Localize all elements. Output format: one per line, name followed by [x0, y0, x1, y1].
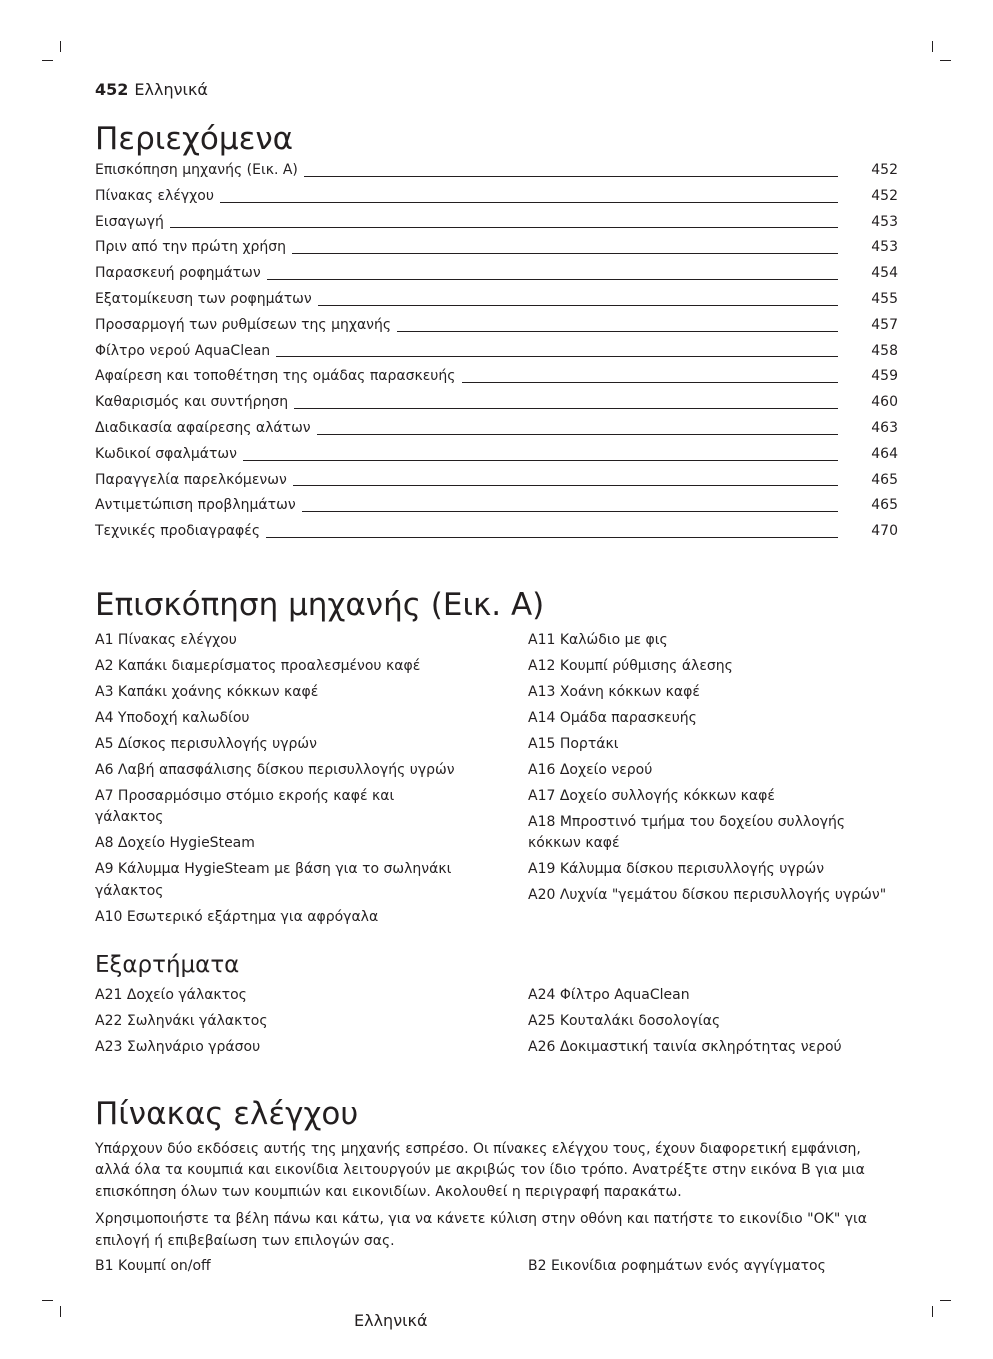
- list-item: A12 Κουμπί ρύθμισης άλεσης: [528, 657, 733, 674]
- list-item: A11 Καλώδιο με φις: [528, 631, 668, 648]
- control-panel-items: [95, 1256, 898, 1282]
- control-panel-paragraph-2: Χρησιμοποιήστε τα βέλη πάνω και κάτω, για να κάνετε κύλιση στην οθόνη και πατήστε το εικονίδιο "OK" για επιλογή ή επιβεβαίωση των επιλογών σας.: [95, 1211, 867, 1249]
- toc-leader-line: [266, 536, 838, 538]
- toc-entry-title: Τεχνικές προδιαγραφές: [95, 523, 261, 540]
- page-footer: Ελληνικά: [354, 1311, 428, 1330]
- crop-mark: [940, 60, 951, 61]
- accessories-right-column: [528, 985, 898, 1063]
- list-item: A15 Πορτάκι: [528, 735, 619, 752]
- toc-entry-page: 463: [871, 419, 898, 436]
- list-item: A2 Καπάκι διαμερίσματος προαλεσμένου καφέ: [95, 657, 421, 674]
- list-item: A6 Λαβή απασφάλισης δίσκου περισυλλογής υγρών: [95, 761, 455, 778]
- toc-leader-line: [462, 381, 839, 383]
- toc-entry[interactable]: [95, 471, 898, 497]
- toc-entry[interactable]: [95, 238, 898, 264]
- toc-entry[interactable]: [95, 161, 898, 187]
- toc-entry-title: Προσαρμογή των ρυθμίσεων της μηχανής: [95, 316, 392, 333]
- toc-entry-page: 452: [871, 187, 898, 204]
- toc-entry-page: 454: [871, 265, 898, 282]
- overview-parts-list: [95, 630, 898, 933]
- list-item: A17 Δοχείο συλλογής κόκκων καφέ: [528, 787, 775, 804]
- crop-mark: [42, 60, 53, 61]
- toc-entry-title: Επισκόπηση μηχανής (Εικ. A): [95, 162, 298, 178]
- crop-mark: [60, 1306, 61, 1317]
- toc-entry-title: Παρασκευή ροφημάτων: [95, 265, 261, 282]
- crop-mark: [42, 1300, 53, 1301]
- toc-entry-page: 453: [871, 213, 898, 230]
- list-item: A21 Δοχείο γάλακτος: [95, 986, 247, 1003]
- crop-mark: [940, 1300, 951, 1301]
- crop-mark: [932, 1306, 933, 1317]
- toc-entry-title: Αφαίρεση και τοποθέτηση της ομάδας παρασκευής: [95, 368, 456, 385]
- toc-entry-title: Διαδικασία αφαίρεσης αλάτων: [95, 419, 311, 436]
- list-item: A5 Δίσκος περισυλλογής υγρών: [95, 735, 317, 752]
- toc-entry[interactable]: [95, 316, 898, 342]
- toc-entry-page: 465: [871, 471, 898, 488]
- toc-leader-line: [293, 484, 838, 486]
- toc-leader-line: [317, 433, 838, 435]
- list-item: A1 Πίνακας ελέγχου: [95, 631, 237, 648]
- toc-entry-page: 458: [871, 342, 898, 359]
- toc-leader-line: [220, 201, 838, 203]
- list-item: A13 Χοάνη κόκκων καφέ: [528, 683, 700, 700]
- list-item: A23 Σωληνάριο γράσου: [95, 1038, 261, 1055]
- toc-entry-page: 455: [871, 290, 898, 307]
- toc-entry-title: Φίλτρο νερού AquaClean: [95, 342, 271, 359]
- toc-leader-line: [318, 304, 838, 306]
- crop-mark: [932, 41, 933, 52]
- overview-heading: Επισκόπηση μηχανής (Εικ. A): [95, 586, 545, 623]
- toc-leader-line: [267, 278, 838, 280]
- list-item: A9 Κάλυμμα HygieSteam με βάση για το σωληνάκι γάλακτος: [95, 861, 452, 899]
- toc-entry-page: 464: [871, 445, 898, 462]
- list-item: A19 Κάλυμμα δίσκου περισυλλογής υγρών: [528, 861, 825, 878]
- toc-entry[interactable]: [95, 187, 898, 213]
- toc-leader-line: [304, 175, 838, 177]
- toc-leader-line: [397, 330, 838, 332]
- toc-entry[interactable]: [95, 367, 898, 393]
- list-item: A26 Δοκιμαστική ταινία σκληρότητας νερού: [528, 1038, 842, 1055]
- toc-entry-page: 465: [871, 497, 898, 514]
- toc-leader-line: [243, 459, 838, 461]
- toc-entry[interactable]: [95, 342, 898, 368]
- toc-entry-title: Εισαγωγή: [95, 213, 164, 230]
- toc-entry-title: Κωδικοί σφαλμάτων: [95, 445, 237, 462]
- toc-entry[interactable]: [95, 393, 898, 419]
- toc-leader-line: [292, 252, 838, 254]
- toc-entry-title: Παραγγελία παρελκόμενων: [95, 471, 287, 488]
- toc-leader-line: [276, 355, 838, 357]
- toc-entry-title: Καθαρισμός και συντήρηση: [95, 394, 289, 411]
- toc-entry-title: Εξατομίκευση των ροφημάτων: [95, 290, 312, 307]
- toc-entry-page: 460: [871, 394, 898, 411]
- list-item-b2: B2 Εικονίδια ροφημάτων ενός αγγίγματος: [528, 1258, 826, 1275]
- toc-entry-page: 452: [871, 162, 898, 178]
- overview-left-column: [95, 630, 528, 933]
- list-item: A25 Κουταλάκι δοσολογίας: [528, 1012, 721, 1029]
- page-number: 452: [95, 80, 129, 99]
- list-item: A24 Φίλτρο AquaClean: [528, 986, 690, 1003]
- accessories-left-column: [95, 985, 528, 1063]
- list-item: A7 Προσαρμόσιμο στόμιο εκροής καφέ και γάλακτος: [95, 787, 395, 826]
- accessories-heading: Εξαρτήματα: [95, 951, 240, 978]
- list-item: A10 Εσωτερικό εξάρτημα για αφρόγαλα: [95, 908, 379, 925]
- toc-entry-title: Αντιμετώπιση προβλημάτων: [95, 497, 296, 514]
- toc-leader-line: [302, 510, 838, 512]
- list-item: A22 Σωληνάκι γάλακτος: [95, 1012, 268, 1029]
- toc-entry[interactable]: [95, 419, 898, 445]
- toc-entry-page: 453: [871, 239, 898, 256]
- list-item: A8 Δοχείο HygieSteam: [95, 835, 255, 852]
- table-of-contents: [95, 161, 898, 548]
- list-item: A4 Υποδοχή καλωδίου: [95, 709, 250, 726]
- toc-entry-title: Πριν από την πρώτη χρήση: [95, 239, 287, 256]
- toc-entry[interactable]: [95, 290, 898, 316]
- header-language: Ελληνικά: [134, 80, 208, 99]
- toc-entry-page: 457: [871, 316, 898, 333]
- list-item: A14 Ομάδα παρασκευής: [528, 709, 697, 726]
- overview-right-column: [528, 630, 898, 933]
- list-item: A20 Λυχνία "γεμάτου δίσκου περισυλλογής υγρών": [528, 887, 887, 904]
- list-item: A3 Καπάκι χοάνης κόκκων καφέ: [95, 683, 319, 700]
- toc-leader-line: [170, 226, 838, 228]
- toc-entry[interactable]: [95, 445, 898, 471]
- accessories-list: [95, 985, 898, 1063]
- toc-leader-line: [294, 407, 838, 409]
- list-item: A16 Δοχείο νερού: [528, 761, 653, 778]
- list-item: A18 Μπροστινό τμήμα του δοχείου συλλογής κόκκων καφέ: [528, 813, 846, 852]
- toc-entry[interactable]: [95, 264, 898, 290]
- list-item-b1: B1 Κουμπί on/off: [95, 1258, 211, 1275]
- toc-entry[interactable]: [95, 522, 898, 548]
- toc-entry-page: 470: [871, 523, 898, 540]
- page-header: [95, 80, 208, 100]
- control-panel-heading: Πίνακας ελέγχου: [95, 1095, 359, 1132]
- page-content: [95, 118, 898, 1282]
- toc-heading: Περιεχόμενα: [95, 121, 294, 157]
- toc-entry-title: Πίνακας ελέγχου: [95, 187, 214, 204]
- toc-entry[interactable]: [95, 213, 898, 239]
- toc-entry-page: 459: [871, 368, 898, 385]
- crop-mark: [60, 41, 61, 52]
- toc-entry[interactable]: [95, 496, 898, 522]
- control-panel-paragraph-1: Υπάρχουν δύο εκδόσεις αυτής της μηχανής εσπρέσο. Οι πίνακες ελέγχου τους, έχουν διαφορετική εμφάνιση, αλλά όλα τα κουμπιά και εικονίδια λειτουργούν με ακριβώς τον ίδιο τρόπο. Ανατρέξτε στην εικόνα B για μια επισκόπηση όλων των κουμπιών και εικονιδίων. Ακολουθεί η περιγραφή παρακάτω.: [95, 1140, 865, 1200]
